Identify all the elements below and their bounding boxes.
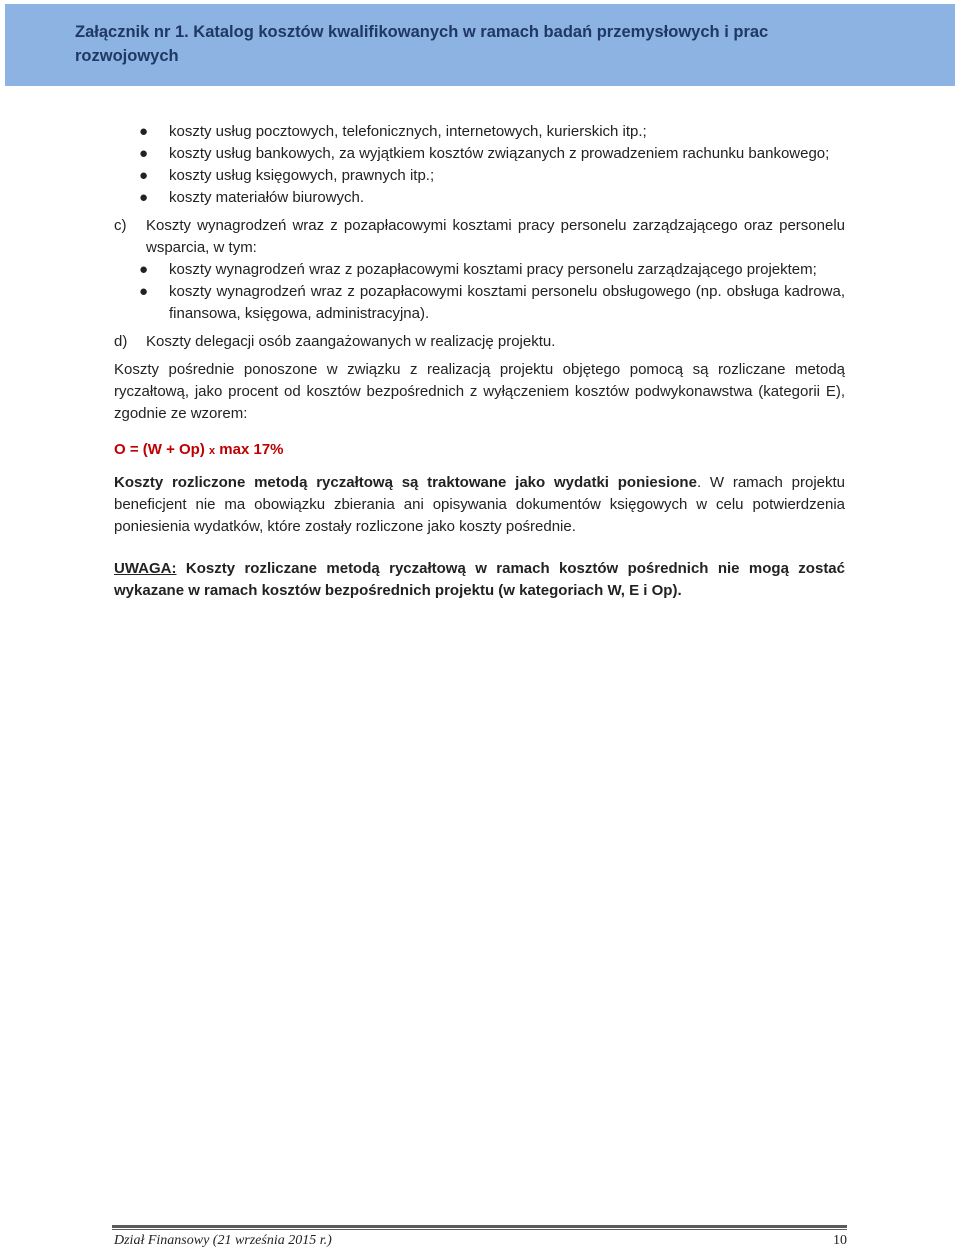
paragraph-flat-rate: Koszty rozliczone metodą ryczałtową są traktowane jako wydatki poniesione. W ramach projektu beneficjent nie ma obowiązku zbierania ani opisywania dokumentów księgowych w celu potwierdzenia poniesienia wydatków, które zostały rozliczone jako koszty pośrednie. [114, 474, 846, 535]
bullet-icon: ● [139, 189, 149, 206]
footer-rule [112, 1225, 847, 1228]
list-item: ● koszty materiałów biurowych. [169, 187, 845, 209]
list-item: ● koszty wynagrodzeń wraz z pozapłacowymi kosztami personelu obsługowego (np. obsługa kadrowa, finansowa, księgowa, administracyjna). [139, 283, 845, 322]
item-c-list [139, 259, 845, 325]
list-item: ● koszty usług bankowych, za wyjątkiem kosztów związanych z prowadzeniem rachunku bankowego; [169, 143, 845, 165]
item-c-marker: c) [114, 217, 127, 234]
header-title: Załącznik nr 1. Katalog kosztów kwalifikowanych w ramach badań przemysłowych i prac rozwojowych [75, 23, 769, 65]
list-item: ● koszty wynagrodzeń wraz z pozapłacowymi kosztami pracy personelu zarządzającego projektem; [169, 259, 845, 281]
item-d-text: Koszty delegacji osób zaangażowanych w realizację projektu. [146, 333, 556, 350]
warning-note: UWAGA: Koszty rozliczane metodą ryczałtową w ramach kosztów pośrednich nie mogą zostać wykazane w ramach kosztów bezpośrednich projektu (w kategoriach W, E i Op). [114, 560, 845, 599]
bullet-icon: ● [139, 283, 149, 300]
list-item: ● koszty usług księgowych, prawnych itp.; [169, 165, 845, 187]
page-header [5, 4, 955, 86]
warning-label: UWAGA: [114, 560, 177, 577]
footer-rule-thin [112, 1229, 847, 1230]
item-c-text: Koszty wynagrodzeń wraz z pozapłacowymi kosztami pracy personelu zarządzającego oraz personelu wsparcia, w tym: [146, 217, 845, 256]
item-d-marker: d) [114, 333, 128, 350]
formula: O = (W + Op) x max 17% [114, 441, 284, 458]
paragraph-indirect-costs: Koszty pośrednie ponoszone w związku z realizacją projektu objętego pomocą są rozliczane metodą ryczałtową, jako procent od kosztów bezpośrednich z wyłączeniem kosztów podwykonawstwa (kategorii E), zgodnie ze wzorem: [114, 361, 845, 422]
bullet-icon: ● [139, 261, 149, 278]
item-d [114, 331, 845, 353]
footer-text: Dział Finansowy (21 września 2015 r.) [114, 1233, 332, 1248]
page-number: 10 [833, 1233, 847, 1248]
item-c [114, 215, 845, 325]
cost-list-top [114, 121, 845, 209]
document-body [114, 121, 845, 602]
list-item: ● koszty usług pocztowych, telefonicznych, internetowych, kurierskich itp.; [169, 121, 845, 143]
bullet-icon: ● [139, 123, 149, 140]
bullet-icon: ● [139, 167, 149, 184]
bullet-icon: ● [139, 145, 149, 162]
